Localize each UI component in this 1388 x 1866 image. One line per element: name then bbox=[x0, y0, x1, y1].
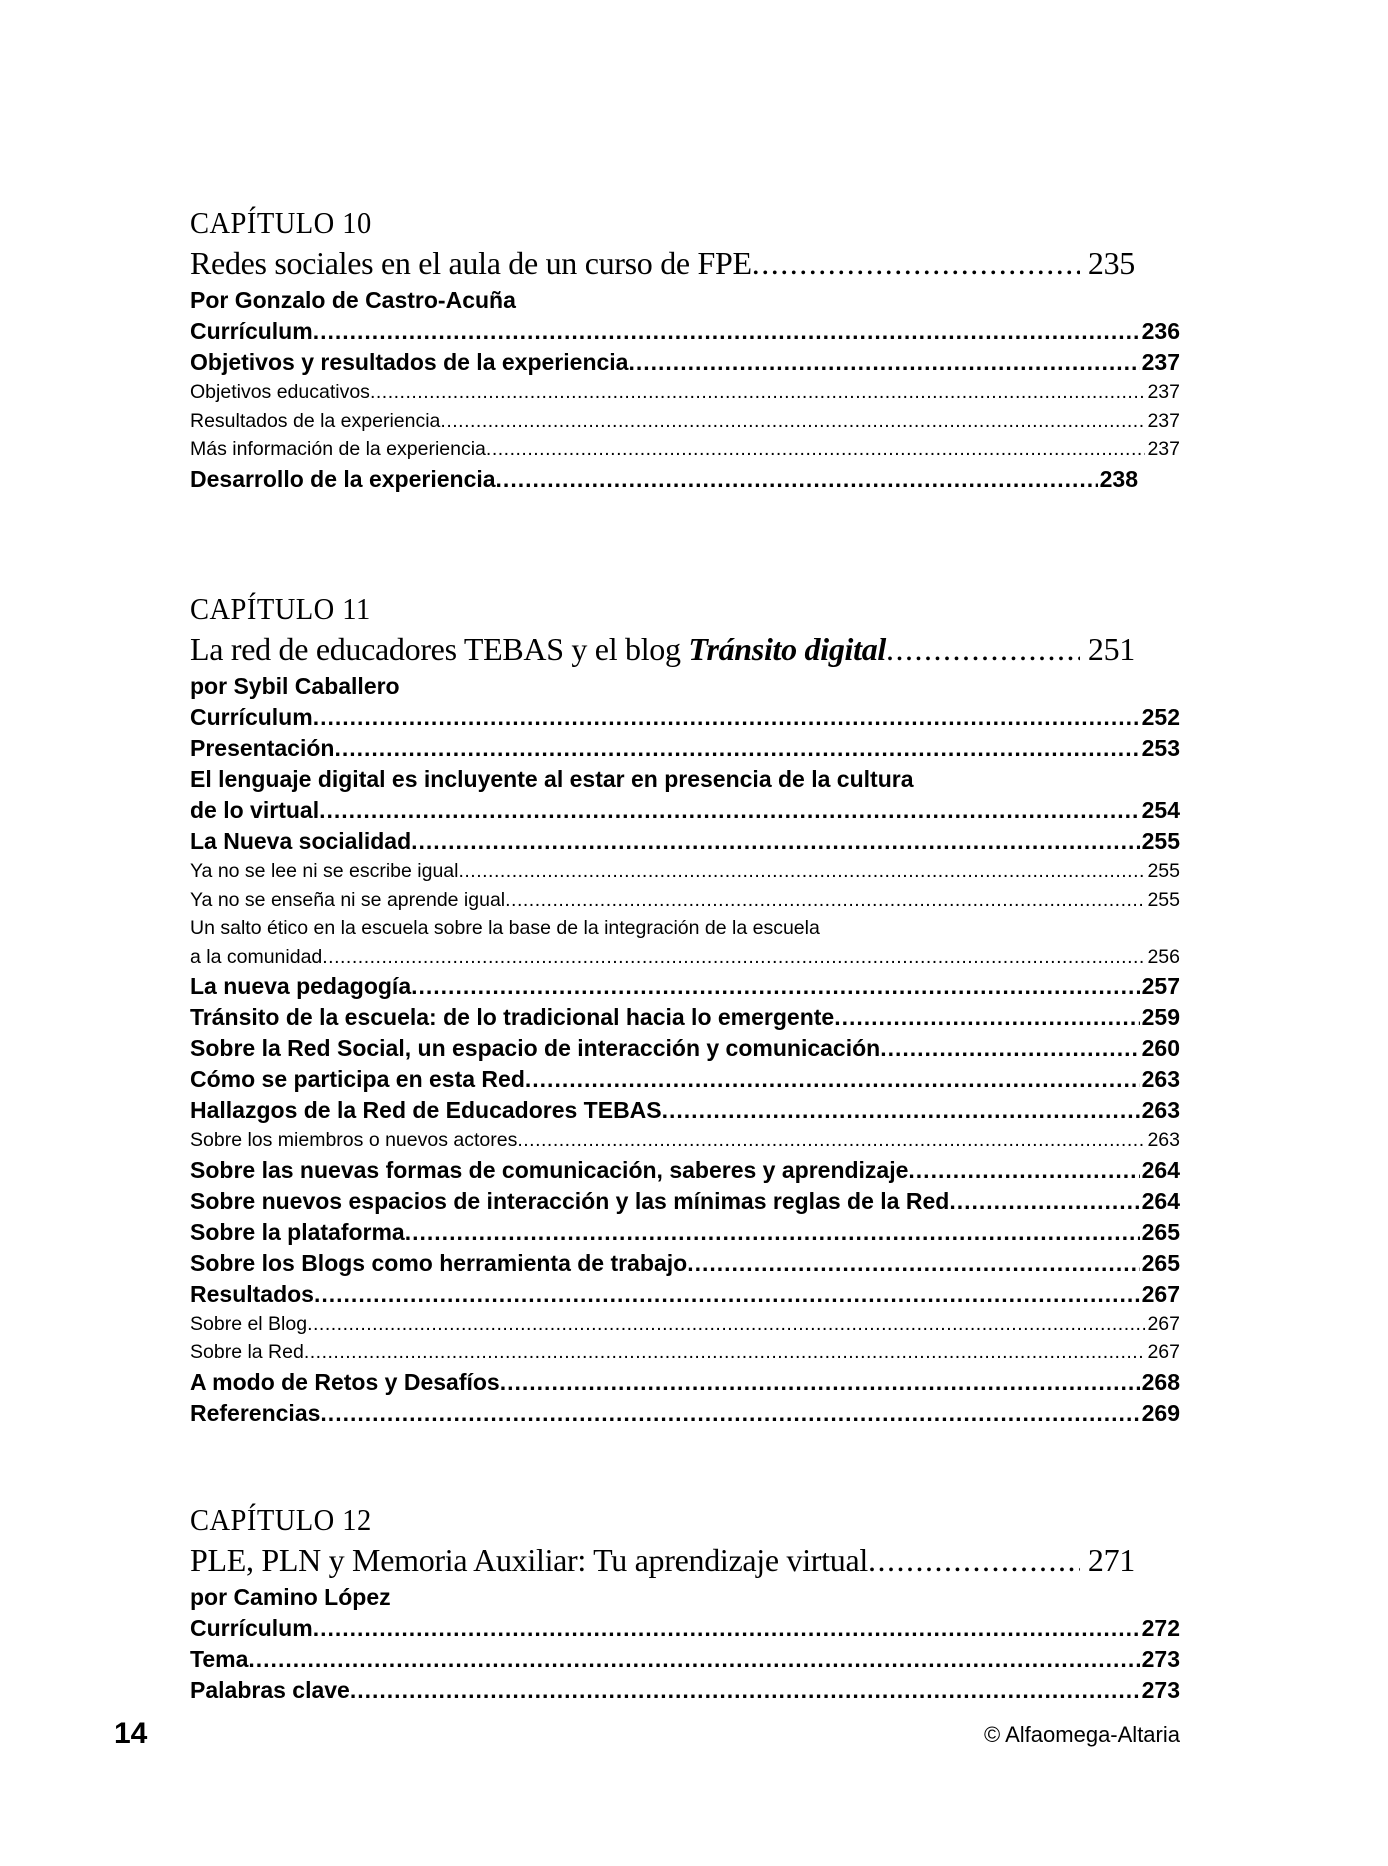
chapter-title-text: Redes sociales en el aula de un curso de FPE bbox=[190, 245, 752, 281]
toc-entry: Sobre la plataforma ..... 265 bbox=[190, 1217, 1180, 1248]
toc-subentry-line: Un salto ético en la escuela sobre la base de la integración de la escuela bbox=[190, 917, 820, 939]
chapter-title-text: La red de educadores TEBAS y el blog Tránsito digital bbox=[190, 631, 886, 667]
dot-leader bbox=[868, 1540, 1080, 1580]
chapter-title-page: 271 bbox=[1087, 1542, 1135, 1578]
chapter-12 bbox=[190, 1500, 1180, 1706]
chapter-title-page: 251 bbox=[1087, 631, 1135, 667]
toc-entry: Currículum ..... 236 bbox=[190, 316, 1180, 347]
toc-entry-line: El lenguaje digital es incluyente al estar en presencia de la cultura bbox=[190, 766, 914, 792]
dot-leader bbox=[752, 243, 1080, 283]
chapter-title bbox=[190, 629, 1135, 669]
chapter-title-text: PLE, PLN y Memoria Auxiliar: Tu aprendizaje virtual bbox=[190, 1542, 868, 1578]
toc-subentry: Sobre los miembros o nuevos actores ..... 263 bbox=[190, 1126, 1180, 1155]
toc-subentry: Más información de la experiencia ..... 237 bbox=[190, 435, 1180, 464]
toc-entry: La Nueva socialidad ..... 255 bbox=[190, 826, 1180, 857]
chapter-title-page: 235 bbox=[1087, 245, 1135, 281]
toc-subentry: a la comunidad ..... 256 bbox=[190, 943, 1180, 972]
toc-entry: A modo de Retos y Desafíos ..... 268 bbox=[190, 1367, 1180, 1398]
chapter-label: CAPÍTULO 10 bbox=[190, 205, 372, 240]
chapter-title bbox=[190, 243, 1135, 283]
toc-subentry: Ya no se lee ni se escribe igual ..... 255 bbox=[190, 857, 1180, 886]
toc-entry: Tránsito de la escuela: de lo tradicional hacia lo emergente ..... 259 bbox=[190, 1002, 1180, 1033]
toc-entry: Sobre la Red Social, un espacio de interacción y comunicación ..... 260 bbox=[190, 1033, 1180, 1064]
toc-entry: Currículum ..... 272 bbox=[190, 1613, 1180, 1644]
toc-subentry: Objetivos educativos ..... 237 bbox=[190, 378, 1180, 407]
toc-entry: de lo virtual ..... 254 bbox=[190, 795, 1180, 826]
chapter-label: CAPÍTULO 11 bbox=[190, 591, 371, 626]
chapter-title bbox=[190, 1540, 1135, 1580]
toc-entry: Referencias ..... 269 bbox=[190, 1398, 1180, 1429]
toc-entry: Presentación ..... 253 bbox=[190, 733, 1180, 764]
toc-entry: Sobre los Blogs como herramienta de trabajo ..... 265 bbox=[190, 1248, 1180, 1279]
copyright-notice: © Alfaomega-Altaria bbox=[984, 1722, 1180, 1747]
toc-entry: Objetivos y resultados de la experiencia ..... 237 bbox=[190, 347, 1180, 378]
toc-entry: Currículum ..... 252 bbox=[190, 702, 1180, 733]
toc-entry: Palabras clave ..... 273 bbox=[190, 1675, 1180, 1706]
chapter-author: por Camino López bbox=[190, 1584, 391, 1610]
toc-subentry: Sobre el Blog ..... 267 bbox=[190, 1310, 1180, 1339]
chapter-10 bbox=[190, 203, 1180, 495]
toc-entry: Tema ..... 273 bbox=[190, 1644, 1180, 1675]
chapter-author: Por Gonzalo de Castro-Acuña bbox=[190, 287, 516, 313]
toc-entry: Cómo se participa en esta Red ..... 263 bbox=[190, 1064, 1180, 1095]
toc-entry: Hallazgos de la Red de Educadores TEBAS ..... 263 bbox=[190, 1095, 1180, 1126]
chapter-title-emphasis: Tránsito digital bbox=[688, 631, 886, 667]
chapter-11 bbox=[190, 589, 1180, 1429]
toc-subentry: Sobre la Red ..... 267 bbox=[190, 1338, 1180, 1367]
chapter-label: CAPÍTULO 12 bbox=[190, 1502, 372, 1537]
toc-entry: La nueva pedagogía ..... 257 bbox=[190, 971, 1180, 1002]
toc-subentry: Ya no se enseña ni se aprende igual ..... 255 bbox=[190, 886, 1180, 915]
toc-entry: Sobre nuevos espacios de interacción y las mínimas reglas de la Red ..... 264 bbox=[190, 1186, 1180, 1217]
toc-entry: Sobre las nuevas formas de comunicación, saberes y aprendizaje ..... 264 bbox=[190, 1155, 1180, 1186]
chapter-author: por Sybil Caballero bbox=[190, 673, 400, 699]
toc-entry: Desarrollo de la experiencia ..... 238 bbox=[190, 464, 1138, 495]
toc-subentry: Resultados de la experiencia ..... 237 bbox=[190, 407, 1180, 436]
page-number: 14 bbox=[114, 1717, 148, 1750]
dot-leader bbox=[886, 629, 1080, 669]
toc-entry: Resultados ..... 267 bbox=[190, 1279, 1180, 1310]
